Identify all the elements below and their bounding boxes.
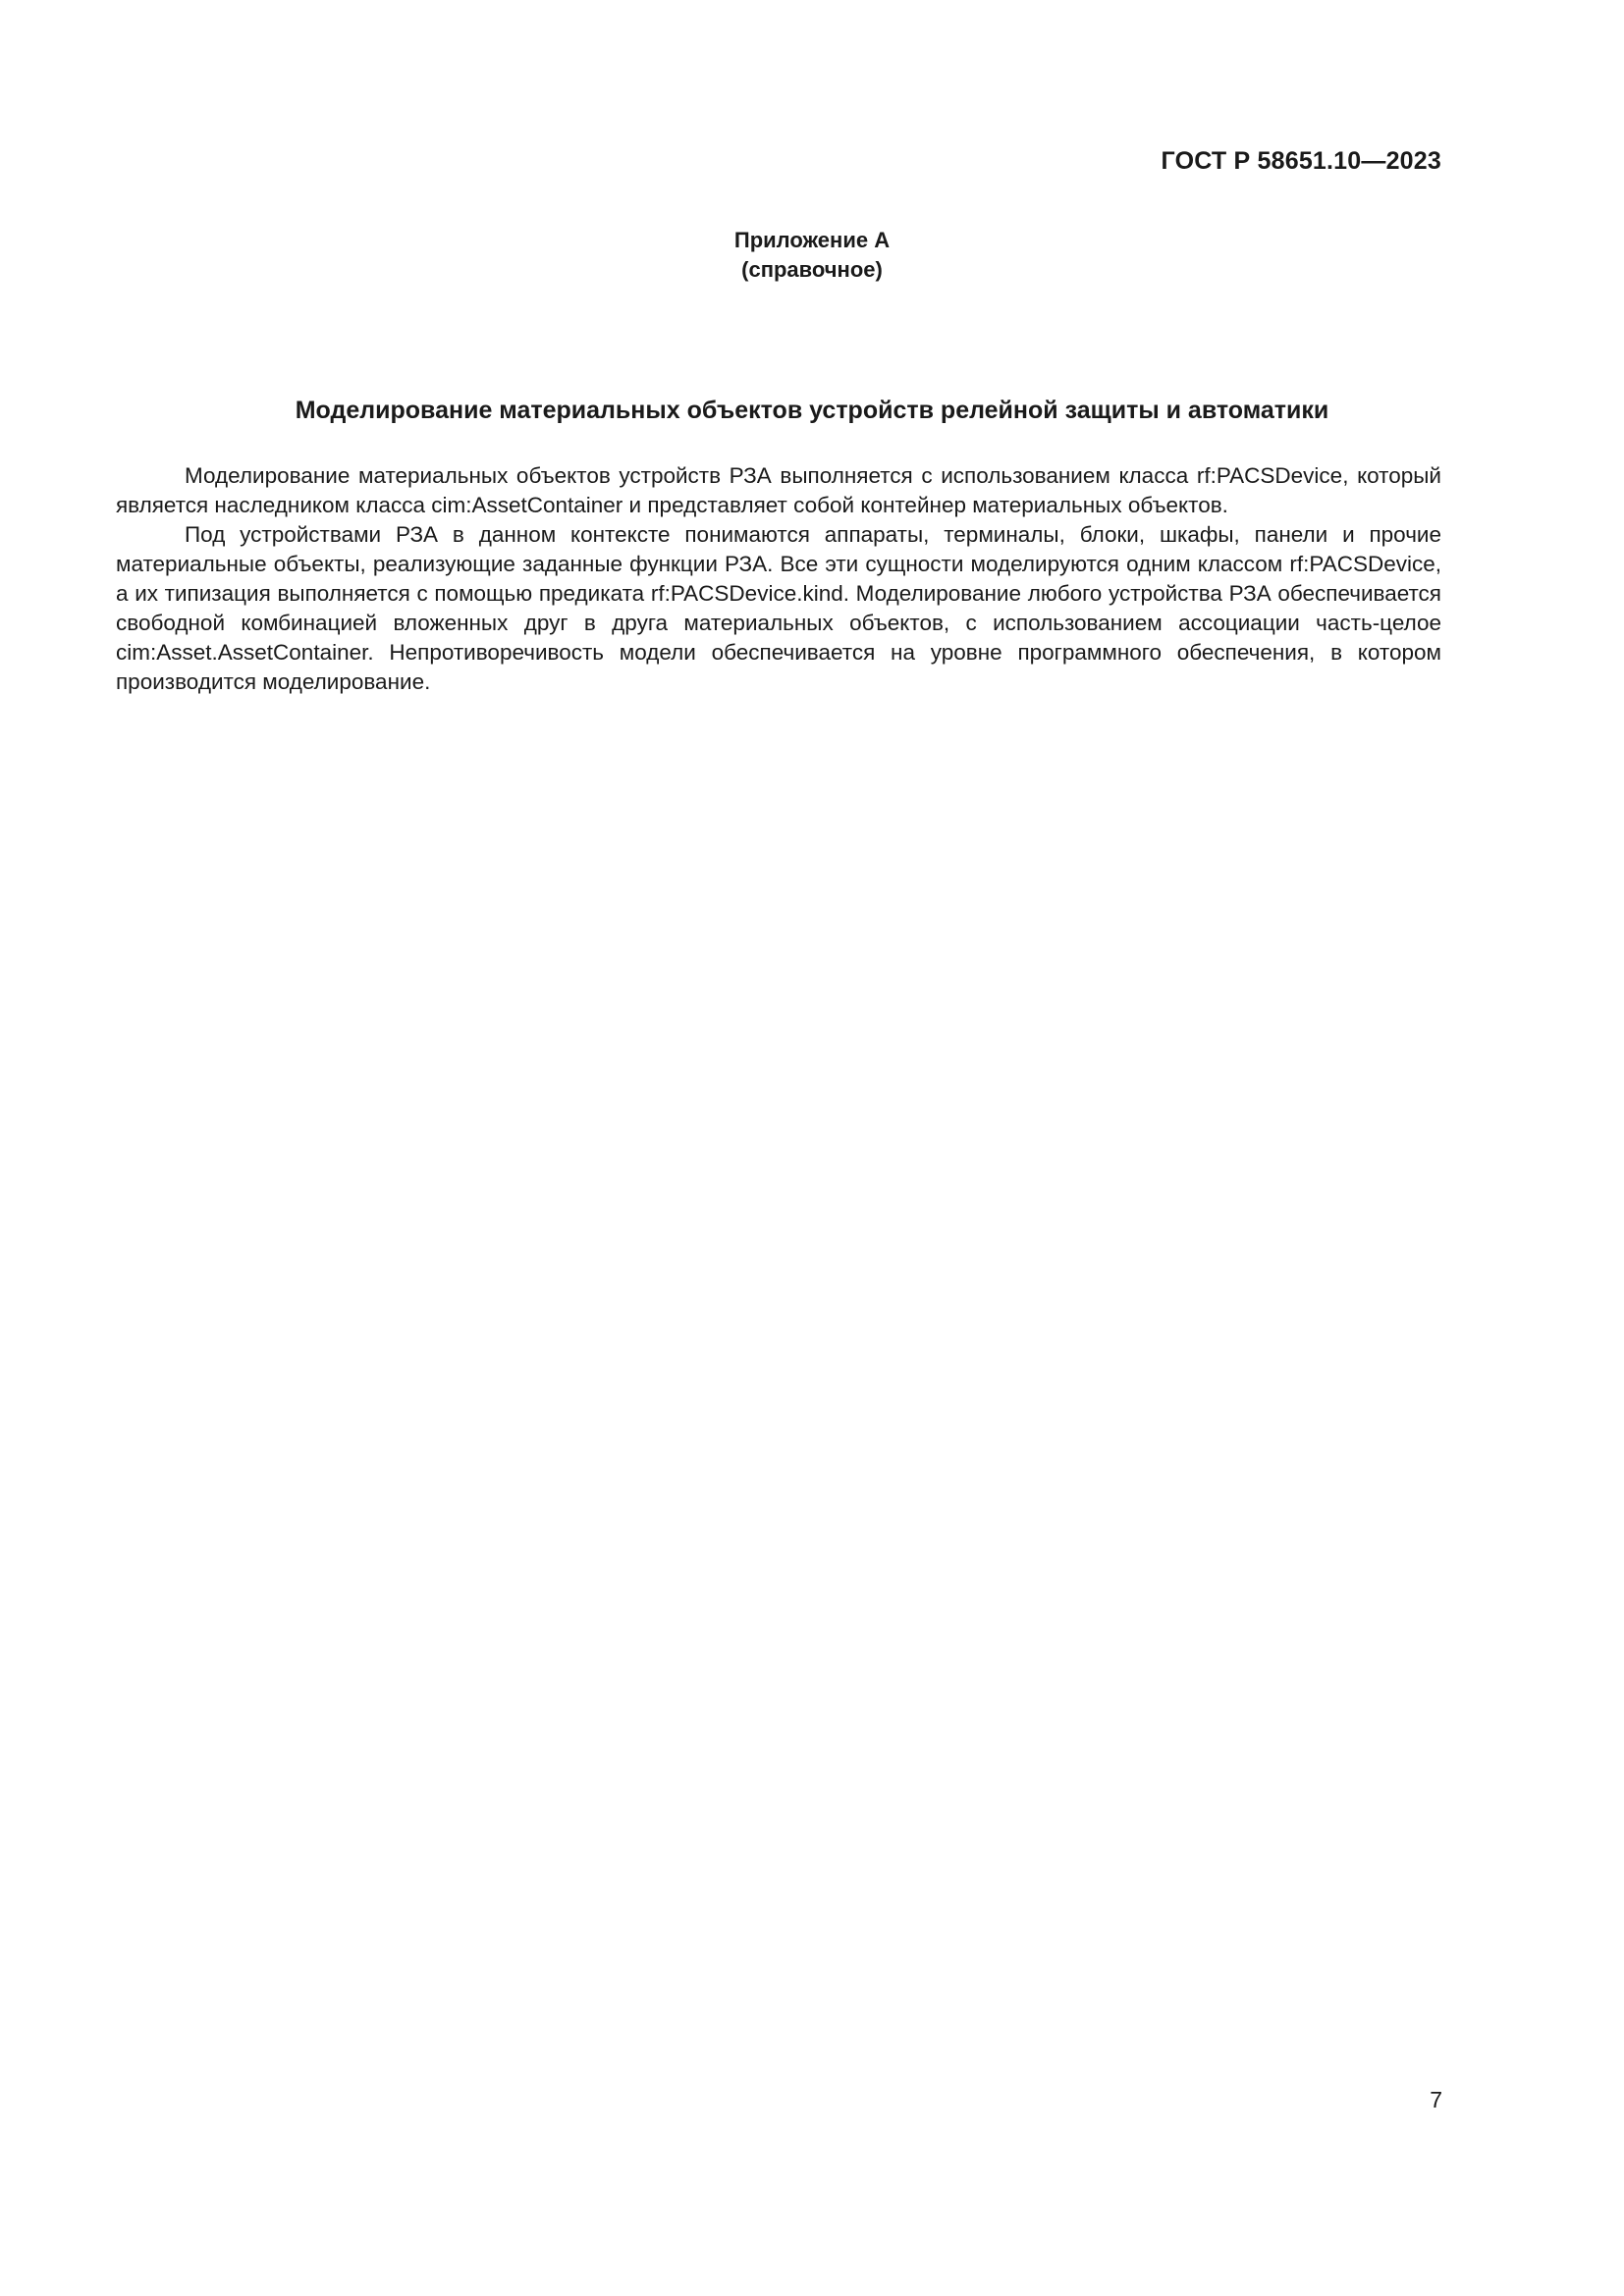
paragraph-1: Моделирование материальных объектов устройств РЗА выполняется с использованием класса rf:PACSDevice, который является наследником класса cim:AssetContainer и представляет собой контейнер материальных объектов. <box>116 463 1441 517</box>
appendix-label: Приложение А <box>733 228 891 252</box>
body-text <box>116 461 1441 697</box>
section-title: Моделирование материальных объектов устройств релейной защиты и автоматики <box>295 397 1329 424</box>
page-number: 7 <box>1430 2087 1442 2112</box>
paragraph-2: Под устройствами РЗА в данном контексте понимаются аппараты, терминалы, блоки, шкафы, панели и прочие материальные объекты, реализующие заданные функции РЗА. Все эти сущности моделируются одним классом rf:PACSDevice, а их типизация выполняется с помощью предиката rf:PACSDevice.kind. Моделирование любого устройства РЗА обеспечивается свободной комбинацией вложенных друг в друга материальных объектов, с использованием ассоциации часть-целое cim:Asset.AssetContainer. Непротиворечивость модели обеспечивается на уровне программного обеспечения, в котором производится моделирование. <box>116 522 1441 694</box>
appendix-heading <box>0 226 1624 285</box>
appendix-status: (справочное) <box>741 257 883 282</box>
document-code: ГОСТ Р 58651.10—2023 <box>1161 147 1441 175</box>
